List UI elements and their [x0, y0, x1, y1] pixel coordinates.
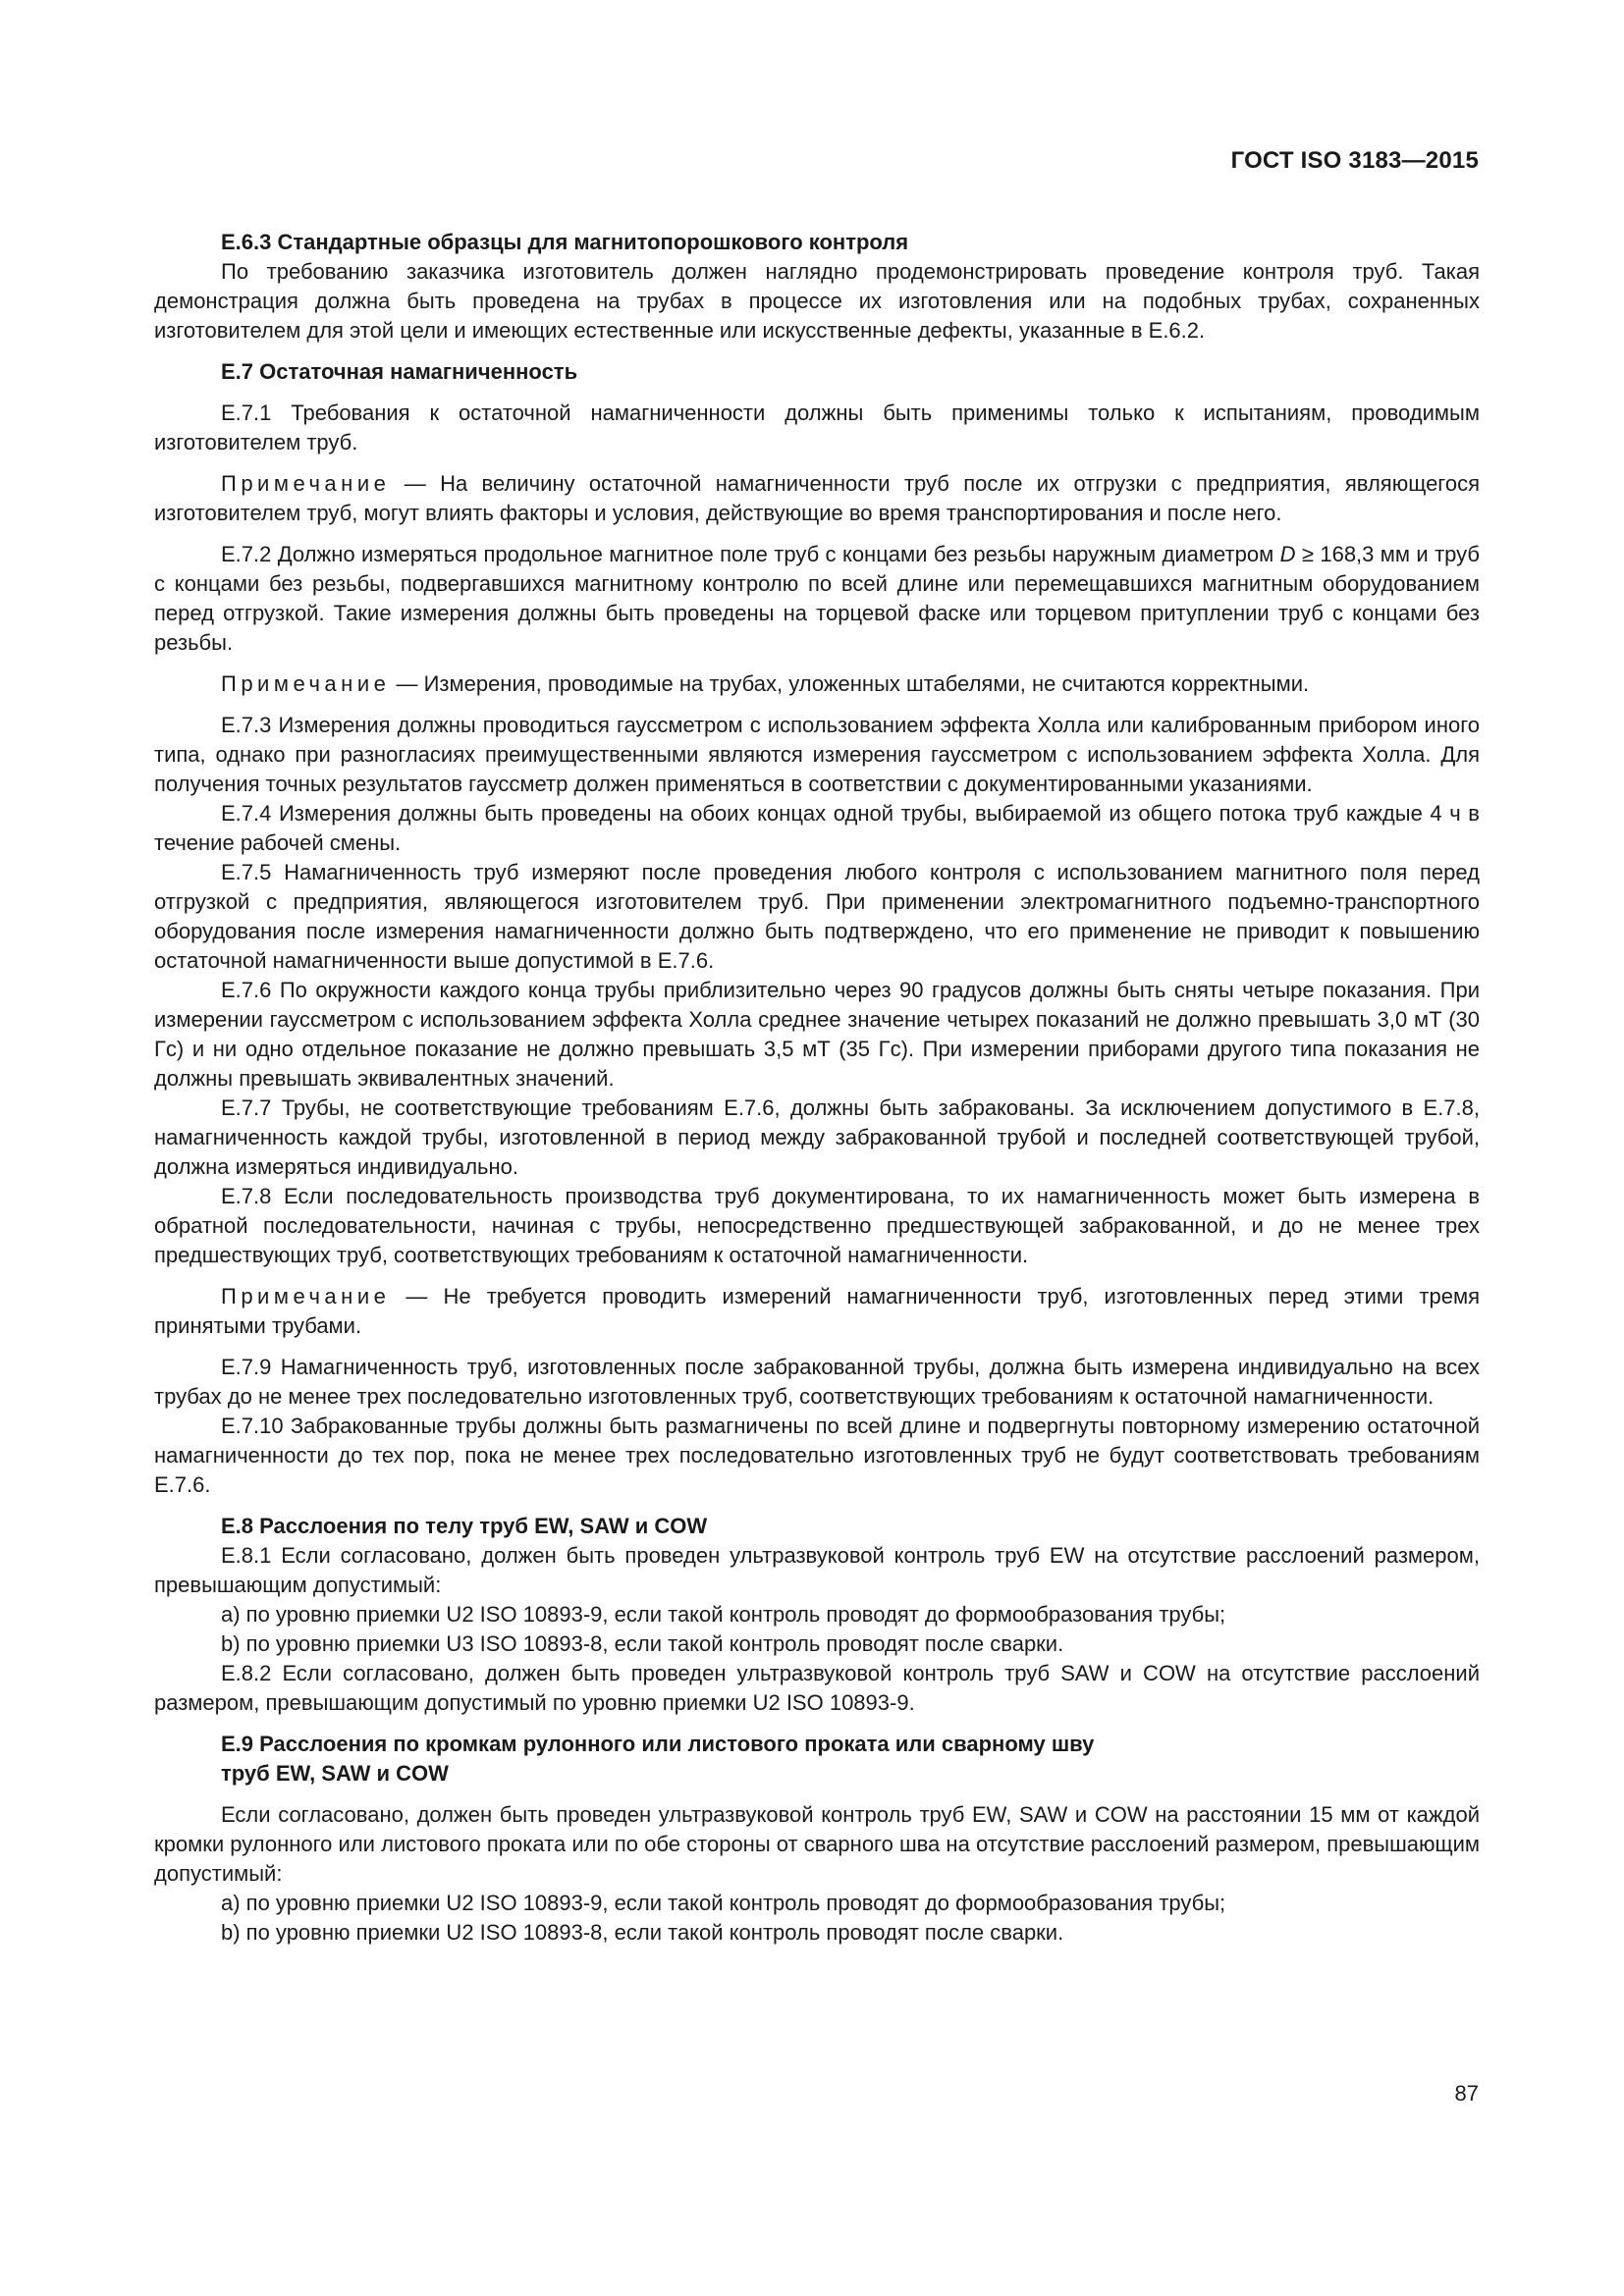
note-text: — На величину остаточной намагниченности труб после их отгрузки с предприятия, являющегося изготовителем труб, могут влиять факторы и условия, действующие во время транспортирования и после него. — [154, 471, 1480, 525]
body-paragraph: Е.7.10 Забракованные трубы должны быть размагничены по всей длине и подвергнуты повторному измерению остаточной намагниченности до тех пор, пока не менее трех последовательно изготовленных труб не будут соответствовать требованиям Е.7.6. — [154, 1414, 1480, 1497]
body-paragraph — [154, 540, 1480, 658]
body-paragraph: По требованию заказчика изготовитель должен наглядно продемонстрировать проведение контроля труб. Такая демонстрация должна быть проведена на трубах в процессе их изготовления или на подобных трубах, сохраненных изготовителем для этой цели и имеющих естественные или искусственные дефекты, указанные в Е.6.2. — [154, 259, 1480, 343]
body-paragraph: Е.7.9 Намагниченность труб, изготовленных после забракованной трубы, должна быть измерена индивидуально на всех трубах до не менее трех последовательно изготовленных труб, соответствующих требованиям к остаточной намагниченности. — [154, 1355, 1480, 1409]
body-paragraph: Е.7.1 Требования к остаточной намагниченности должны быть применимы только к испытаниям, проводимым изготовителем труб. — [154, 400, 1480, 454]
note-text: — Не требуется проводить измерений намагниченности труб, изготовленных перед этими тремя принятыми трубами. — [154, 1284, 1480, 1338]
body-paragraph: Е.7.6 По окружности каждого конца трубы приблизительно через 90 градусов должны быть сняты четыре показания. При измерении гауссметром с использованием эффекта Холла среднее значение четырех показаний не должно превышать 3,0 мТ (30 Гс) и ни одно отдельное показание не должно превышать 3,5 мТ (35 Гс). При измерении приборами другого типа показания не должны превышать эквивалентных значений. — [154, 978, 1480, 1091]
list-item: a) по уровню приемки U2 ISO 10893-9, если такой контроль проводят до формообразования трубы; — [221, 1891, 1226, 1915]
note-paragraph — [154, 669, 1480, 699]
body-paragraph: Е.8.1 Если согласовано, должен быть проведен ультразвуковой контроль труб EW на отсутствие расслоений размером, превышающим допустимый: — [154, 1543, 1480, 1597]
note-paragraph — [154, 469, 1480, 528]
section-heading: Е.9 Расслоения по кромкам рулонного или листового проката или сварному шву — [221, 1732, 1095, 1756]
paragraph-text: ≥ 168,3 мм и труб с концами без резьбы, подвергавшихся магнитному контролю по всей длине или перемещавшихся магнитным оборудованием перед отгрузкой. Такие измерения должны быть проведены на торцевой фаске или торцевом притуплении труб с концами без резьбы. — [154, 542, 1480, 655]
body-paragraph: Е.7.8 Если последовательность производства труб документирована, то их намагниченность может быть измерена в обратной последовательности, начиная с трубы, непосредственно предшествующей забракованной, и до не менее трех предшествующих труб, соответствующих требованиям к остаточной намагниченности. — [154, 1184, 1480, 1267]
body-paragraph: Е.7.7 Трубы, не соответствующие требованиям Е.7.6, должны быть забракованы. За исключением допустимого в Е.7.8, намагниченность каждой трубы, изготовленной в период между забракованной трубой и последней соответствующей трубой, должна измеряться индивидуально. — [154, 1095, 1480, 1179]
list-item: b) по уровню приемки U2 ISO 10893-8, если такой контроль проводят после сварки. — [221, 1920, 1064, 1945]
diameter-symbol: D — [1279, 542, 1296, 566]
note-paragraph — [154, 1282, 1480, 1341]
body-paragraph: Если согласовано, должен быть проведен ультразвуковой контроль труб EW, SAW и COW на расстоянии 15 мм от каждой кромки рулонного или листового проката или по обе стороны от сварного шва на отсутствие расслоений размером, превышающим допустимый: — [154, 1802, 1480, 1886]
note-label: Примечание — [221, 1284, 391, 1308]
body-paragraph: Е.7.3 Измерения должны проводиться гауссметром с использованием эффекта Холла или калиброванным прибором иного типа, однако при разногласиях преимущественными являются измерения гауссметром с использованием эффекта Холла. Для получения точных результатов гауссметр должен применяться в соответствии с документированными указаниями. — [154, 713, 1480, 796]
page-number: 87 — [1454, 2081, 1479, 2106]
body-paragraph: Е.8.2 Если согласовано, должен быть проведен ультразвуковой контроль труб SAW и COW на отсутствие расслоений размером, превышающим допустимый по уровню приемки U2 ISO 10893-9. — [154, 1661, 1480, 1715]
paragraph-text: Е.7.2 Должно измеряться продольное магнитное поле труб с концами без резьбы наружным диаметром — [221, 542, 1280, 566]
note-label: Примечание — [221, 471, 391, 496]
note-text: — Измерения, проводимые на трубах, уложенных штабелями, не считаются корректными. — [390, 671, 1310, 696]
document-body — [154, 228, 1480, 1948]
list-item: b) по уровню приемки U3 ISO 10893-8, если такой контроль проводят после сварки. — [221, 1631, 1064, 1656]
note-label: Примечание — [221, 671, 391, 696]
section-heading: Е.6.3 Стандартные образцы для магнитопорошкового контроля — [221, 230, 909, 254]
list-item: a) по уровню приемки U2 ISO 10893-9, если такой контроль проводят до формообразования трубы; — [221, 1602, 1226, 1627]
section-heading: Е.7 Остаточная намагниченность — [221, 359, 578, 384]
body-paragraph: Е.7.4 Измерения должны быть проведены на обоих концах одной трубы, выбираемой из общего потока труб каждые 4 ч в течение рабочей смены. — [154, 801, 1480, 855]
section-heading: Е.8 Расслоения по телу труб EW, SAW и COW — [221, 1514, 708, 1538]
section-heading: труб EW, SAW и COW — [221, 1761, 449, 1786]
body-paragraph: Е.7.5 Намагниченность труб измеряют после проведения любого контроля с использованием магнитного поля перед отгрузкой с предприятия, являющегося изготовителем труб. При применении электромагнитного подъемно-транспортного оборудования после измерения намагниченности должно быть подтверждено, что его применение не приводит к повышению остаточной намагниченности выше допустимой в Е.7.6. — [154, 860, 1480, 973]
standard-code-header: ГОСТ ISO 3183—2015 — [1230, 147, 1479, 174]
